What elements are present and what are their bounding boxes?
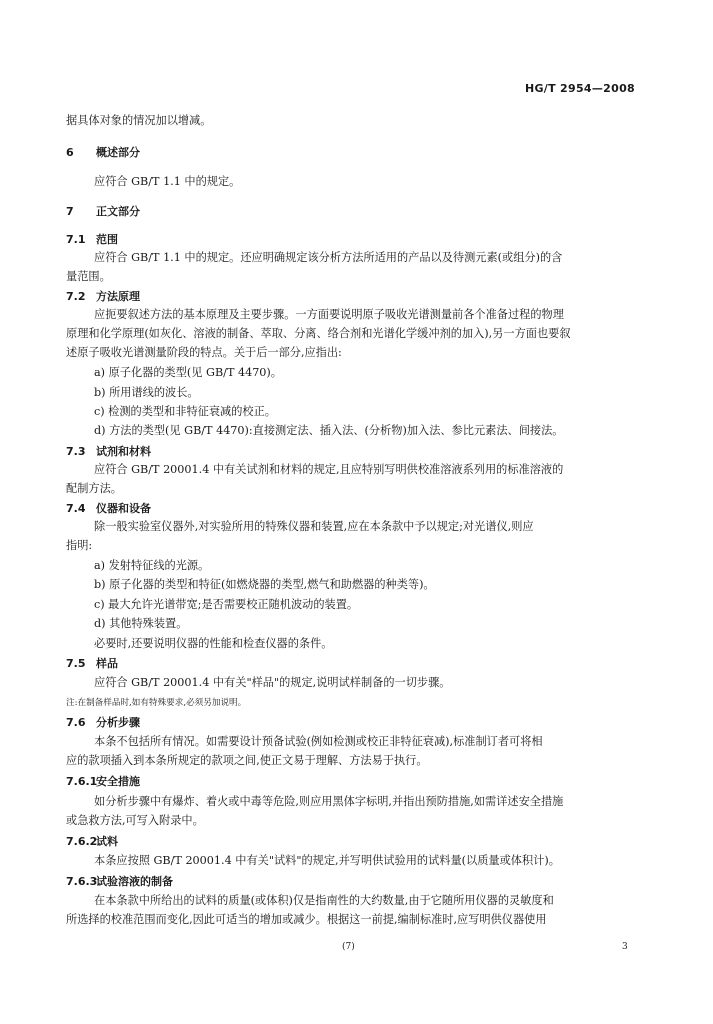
section-number: 7.6.1 — [66, 775, 98, 788]
text-line: 本条应按照 GB/T 20001.4 中有关"试料"的规定,并写明供试验用的试料量(以质量或体积计)。 — [94, 854, 560, 867]
section-number: 7.2 — [66, 290, 86, 303]
text-line: d) 其他特殊装置。 — [94, 617, 188, 630]
footer-mark: (7) — [342, 942, 355, 952]
section-title: 仪器和设备 — [96, 502, 151, 515]
section-heading — [66, 657, 118, 671]
text-line: 除一般实验室仪器外,对实验所用的特殊仪器和装置,应在本条款中予以规定;对光谱仪,则应 — [94, 520, 534, 533]
text-line: 应的款项插入到本条所规定的款项之间,使正文易于理解、方法易于执行。 — [66, 754, 428, 767]
note-line: 注:在制备样品时,如有特殊要求,必须另加说明。 — [66, 698, 247, 708]
text-line: 应符合 GB/T 20001.4 中有关"样品"的规定,说明试样制备的一切步骤。 — [94, 676, 451, 689]
section-title: 方法原理 — [96, 290, 140, 303]
section-heading — [66, 775, 140, 789]
text-line: 应符合 GB/T 20001.4 中有关试剂和材料的规定,且应特别写明供校准溶液系列用的标准溶液的 — [94, 463, 564, 476]
text-line: 量范围。 — [66, 270, 111, 283]
section-heading — [66, 835, 118, 849]
text-line: 如分析步骤中有爆炸、着火或中毒等危险,则应用黑体字标明,并指出预防措施,如需详述安全措施 — [94, 795, 564, 808]
text-line: 据具体对象的情况加以增减。 — [66, 114, 212, 127]
text-line: a) 原子化器的类型(见 GB/T 4470)。 — [94, 366, 282, 379]
text-line: c) 最大允许光谱带宽;是否需要校正随机波动的装置。 — [94, 598, 359, 611]
section-title: 试剂和材料 — [96, 445, 151, 458]
text-line: 原理和化学原理(如灰化、溶液的制备、萃取、分离、络合剂和光谱化学缓冲剂的加入),另一方面也要叙 — [66, 327, 571, 340]
section-number: 7.6.2 — [66, 835, 98, 848]
section-title: 试验溶液的制备 — [96, 875, 173, 888]
section-number: 7.5 — [66, 657, 86, 670]
text-line: 述原子吸收光谱测量阶段的特点。关于后一部分,应指出: — [66, 346, 342, 359]
section-title: 正文部分 — [96, 205, 140, 218]
section-title: 安全措施 — [96, 775, 140, 788]
section-heading — [66, 290, 140, 304]
section-title: 试料 — [96, 835, 118, 848]
section-heading — [66, 502, 151, 516]
section-number: 7.6 — [66, 716, 86, 729]
text-line: b) 所用谱线的波长。 — [94, 386, 199, 399]
section-heading — [66, 146, 140, 160]
section-heading — [66, 233, 118, 247]
section-number: 6 — [66, 146, 74, 159]
section-heading — [66, 716, 140, 730]
standard-code: HG/T 2954—2008 — [524, 82, 635, 95]
text-line: 应扼要叙述方法的基本原理及主要步骤。一方面要说明原子吸收光谱测量前各个准备过程的物理 — [94, 308, 564, 321]
section-title: 样品 — [96, 657, 118, 670]
text-line: 本条不包括所有情况。如需要设计预备试验(例如检测或校正非特征衰减),标准制订者可将相 — [94, 735, 543, 748]
text-line: a) 发射特征线的光源。 — [94, 559, 210, 572]
text-line: 或急救方法,可写入附录中。 — [66, 814, 204, 827]
section-heading — [66, 445, 151, 459]
section-number: 7 — [66, 205, 74, 218]
section-number: 7.4 — [66, 502, 86, 515]
section-number: 7.1 — [66, 233, 86, 246]
text-line: 应符合 GB/T 1.1 中的规定。还应明确规定该分析方法所适用的产品以及待测元素(或组分)的含 — [94, 251, 563, 264]
page-number: 3 — [622, 942, 628, 952]
section-number: 7.6.3 — [66, 875, 98, 888]
text-line: b) 原子化器的类型和特征(如燃烧器的类型,燃气和助燃器的种类等)。 — [94, 578, 435, 591]
text-line: 所选择的校准范围而变化,因此可适当的增加或减少。根据这一前提,编制标准时,应写明供仪器使用 — [66, 913, 547, 926]
text-line: c) 检测的类型和非特征衰减的校正。 — [94, 405, 276, 418]
text-line: 指明: — [66, 539, 93, 552]
section-number: 7.3 — [66, 445, 86, 458]
text-line: 配制方法。 — [66, 482, 122, 495]
section-title: 分析步骤 — [96, 716, 140, 729]
section-title: 概述部分 — [96, 146, 140, 159]
text-line: d) 方法的类型(见 GB/T 4470):直接测定法、插入法、(分析物)加入法、参比元素法、间接法。 — [94, 424, 564, 437]
section-heading — [66, 875, 173, 889]
text-line: 必要时,还要说明仪器的性能和检查仪器的条件。 — [94, 637, 333, 650]
text-line: 在本条款中所给出的试料的质量(或体积)仅是指南性的大约数量,由于它随所用仪器的灵敏度和 — [94, 894, 554, 907]
text-line: 应符合 GB/T 1.1 中的规定。 — [94, 175, 241, 188]
section-title: 范围 — [96, 233, 118, 246]
section-heading — [66, 205, 140, 219]
